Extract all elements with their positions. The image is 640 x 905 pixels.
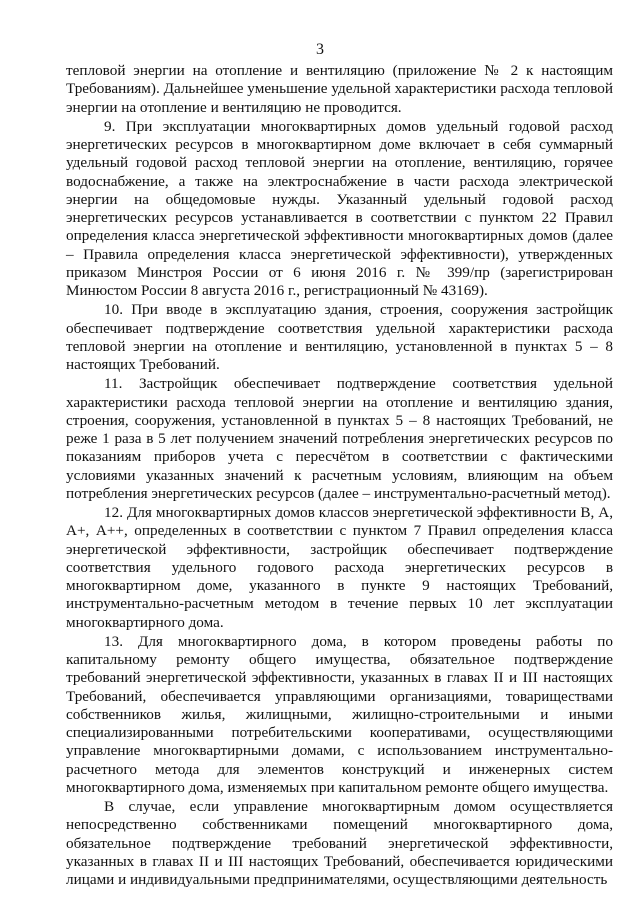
paragraph-item-11: 11. Застройщик обеспечивает подтверждение соответствия удельной характеристики расхода тепловой энергии на отопление и вентиляцию здания, строения, сооружения, установленной в пунктах 5 – 8 настоящих Требований, не реже 1 раза в 5 лет получением значений потребления энергетических ресурсов по показаниям приборов учета с пересчётом в соответствии с фактическими условиями указанных значений к расчетным условиям, влияющим на объем потребления энергетических ресурсов (далее – инструментально-расчетный метод). (66, 375, 613, 502)
paragraph-continuation: тепловой энергии на отопление и вентиляцию (приложение № 2 к настоящим Требованиям). Дальнейшее уменьшение удельной характеристики расхода тепловой энергии на отопление и вентиляцию не проводится. (66, 62, 613, 116)
paragraph-item-10: 10. При вводе в эксплуатацию здания, строения, сооружения застройщик обеспечивает подтверждение соответствия удельной характеристики расхода тепловой энергии на отопление и вентиляцию, установленной в пунктах 5 – 8 настоящих Требований. (66, 301, 613, 373)
document-body (66, 62, 613, 890)
paragraph-item-13: 13. Для многоквартирного дома, в котором проведены работы по капитальному ремонту общего имущества, обязательное подтверждение требований энергетической эффективности, указанных в главах II и III настоящих Требований, обеспечивается управляющими организациями, товариществами собственников жилья, жилищными, жилищно-строительными и иными специализированными потребительскими кооперативами, осуществляющими управление многоквартирными домами, с использованием инструментально-расчетного метода для элементов конструкций и инженерных систем многоквартирного дома, изменяемых при капитальном ремонте общего имущества. (66, 632, 613, 796)
paragraph-direct-management: В случае, если управление многоквартирным домом осуществляется непосредственно собственниками помещений многоквартирного дома, обязательное подтверждение требований энергетической эффективности, указанных в главах II и III настоящих Требований, обеспечивается юридическими лицами и индивидуальными предпринимателями, осуществляющими деятельность (66, 798, 613, 888)
paragraph-item-9: 9. При эксплуатации многоквартирных домов удельный годовой расход энергетических ресурсов в многоквартирном доме включает в себя суммарный удельный годовой расход тепловой энергии на отопление, вентиляцию, горячее водоснабжение, а также на электроснабжение в части расхода электрической энергии на общедомовые нужды. Указанный удельный годовой расход энергетических ресурсов устанавливается в соответствии с пунктом 22 Правил определения класса энергетической эффективности многоквартирных домов (далее – Правила определения класса энергетической эффективности), утвержденных приказом Минстроя России от 6 июня 2016 г. № 399/пр (зарегистрирован Минюстом России 8 августа 2016 г., регистрационный № 43169). (66, 117, 613, 299)
page-number: 3 (316, 41, 324, 58)
paragraph-item-12: 12. Для многоквартирных домов классов энергетической эффективности В, А, А+, А++, определенных в соответствии с пунктом 7 Правил определения класса энергетической эффективности, застройщик обеспечивает подтверждение соответствия удельного годового расхода энергетических ресурсов в многоквартирном доме, указанного в пункте 9 настоящих Требований, инструментально-расчетным методом в течение первых 10 лет эксплуатации многоквартирного дома. (66, 504, 613, 631)
